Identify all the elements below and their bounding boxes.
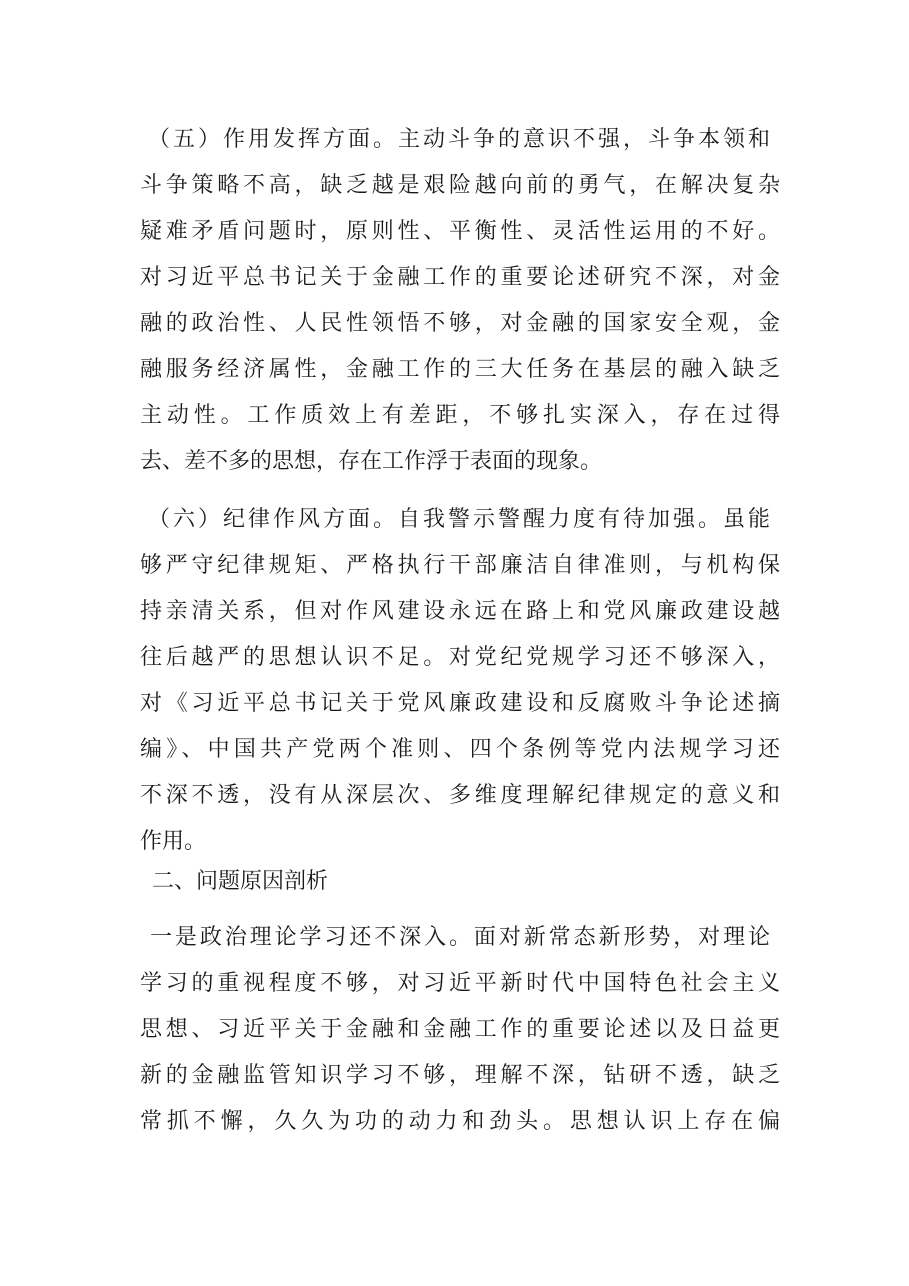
text-line: 斗争策略不高，缺乏越是艰险越向前的勇气，在解决复杂	[140, 173, 780, 198]
text-line: 思想、习近平关于金融和金融工作的重要论述以及日益更	[140, 1017, 780, 1042]
text-line: 对《习近平总书记关于党风廉政建设和反腐败斗争论述摘	[140, 691, 780, 716]
text-line: （五）作用发挥方面。主动斗争的意识不强，斗争本领和	[148, 127, 770, 152]
text-line: 主动性。工作质效上有差距，不够扎实深入，存在过得	[140, 403, 780, 428]
text-line: 持亲清关系，但对作风建设永远在路上和党风廉政建设越	[140, 599, 780, 624]
text-line: 不深不透，没有从深层次、多维度理解纪律规定的意义和	[140, 783, 780, 808]
text-line: 对习近平总书记关于金融工作的重要论述研究不深，对金	[140, 265, 780, 290]
text-line: 作用。	[140, 829, 207, 854]
text-line: 编》、中国共产党两个准则、四个条例等党内法规学习还	[140, 737, 780, 762]
text-line: （六）纪律作风方面。自我警示警醒力度有待加强。虽能	[148, 507, 770, 532]
text-line: 往后越严的思想认识不足。对党纪党规学习还不够深入，	[140, 645, 780, 670]
text-line: 新的金融监管知识学习不够，理解不深，钻研不透，缺乏	[140, 1063, 780, 1088]
text-line: 去、差不多的思想，存在工作浮于表面的现象。	[140, 449, 603, 474]
text-line: 学习的重视程度不够，对习近平新时代中国特色社会主义	[140, 971, 780, 996]
text-line: 融服务经济属性，金融工作的三大任务在基层的融入缺乏	[140, 357, 780, 382]
text-line: 一是政治理论学习还不深入。面对新常态新形势，对理论	[150, 925, 770, 950]
text-line: 够严守纪律规矩、严格执行干部廉洁自律准则，与机构保	[140, 553, 780, 578]
text-line: 疑难矛盾问题时，原则性、平衡性、灵活性运用的不好。	[140, 219, 780, 244]
section-heading: 二、问题原因剖析	[152, 869, 329, 894]
text-line: 融的政治性、人民性领悟不够，对金融的国家安全观，金	[140, 311, 780, 336]
text-line: 常抓不懈，久久为功的动力和劲头。思想认识上存在偏	[140, 1109, 780, 1134]
